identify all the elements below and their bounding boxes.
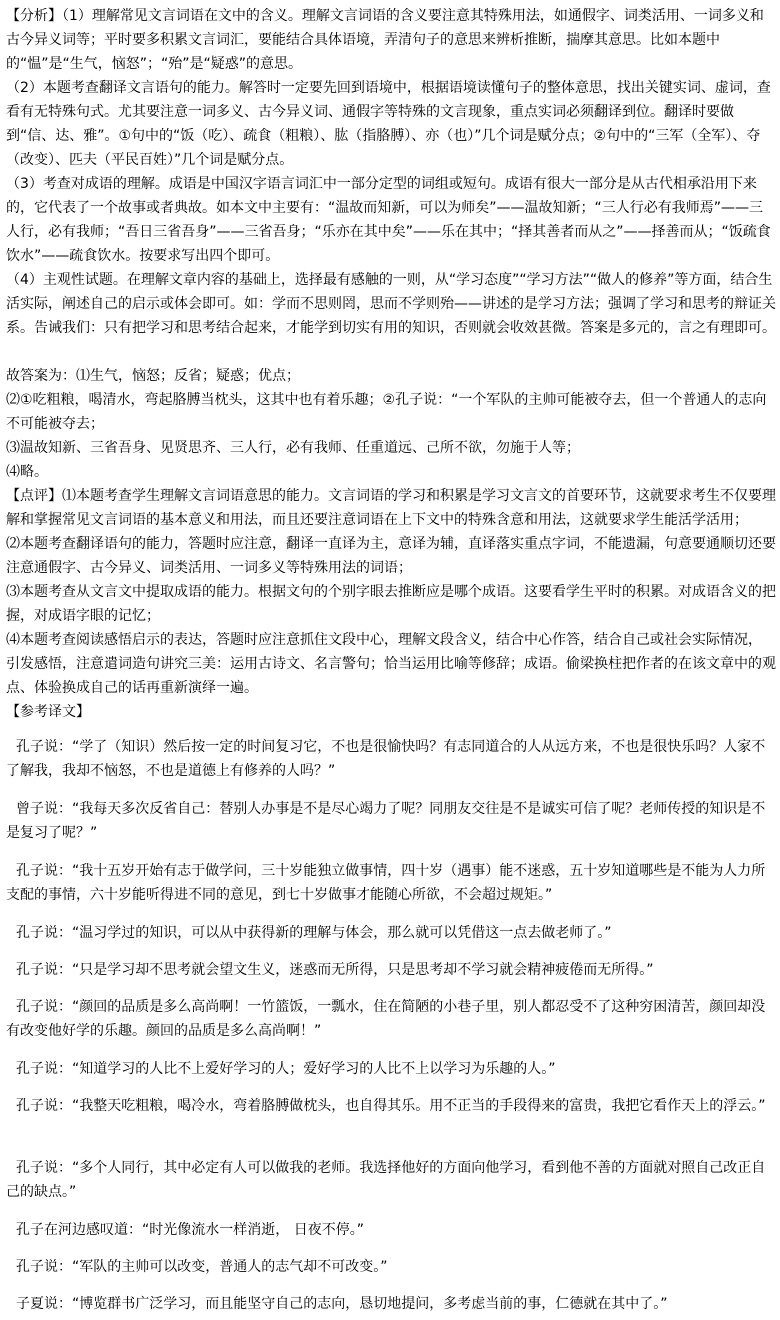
answer-line-2: ⑵①吃粗粮，喝清水，弯起胳膊当枕头，这其中也有着乐趣；②孔子说：“一个军队的主帅可能被夺去，但一个普通人的志向不可能被夺去； <box>6 392 767 432</box>
translation-paragraph: 孔子说：“军队的主帅可以改变，普通人的志气却不可改变。” <box>16 1259 388 1275</box>
answer-line-1: 故答案为：⑴生气，恼怒；反省；疑惑；优点； <box>6 368 300 384</box>
translation-paragraph: 孔子说：“颜回的品质是多么高尚啊！一竹篮饭，一瓢水，住在简陋的小巷子里，别人都忍受不了这种穷困清苦，颜回却没有改变他好学的乐趣。颜回的品质是多么高尚啊！” <box>6 999 766 1039</box>
translation-paragraph: 孔子说：“多个人同行，其中必定有人可以做我的老师。我选择他好的方面向他学习，看到他不善的方面就对照自己改正自己的缺点。” <box>6 1160 766 1200</box>
translation-heading: 【参考译文】 <box>6 704 90 720</box>
translation-paragraph: 孔子说：“学了（知识）然后按一定的时间复习它，不也是很愉快吗？有志同道合的人从远方来，不也是很快乐吗？人家不了解我，我却不恼怒，不也是道德上有修养的人吗？” <box>6 739 766 779</box>
analysis-part-4: （4）主观性试题。在理解文章内容的基础上，选择最有感触的一则，从“学习态度”“学习方法”“做人的修养”等方面，结合生活实际，阐述自己的启示或体会即可。如：学而不思则罔，思而不学则殆——讲述的是学习方法；强调了学习和思考的辩证关系。告诫我们：只有把学习和思考结合起来，才能学到切实有用的知识，否则就会收效甚微。答案是多元的，言之有理即可。 <box>6 272 776 336</box>
analysis-part-3: （3）考查对成语的理解。成语是中国汉字语言词汇中一部分定型的词组或短句。成语有很大一部分是从古代相承沿用下来的，它代表了一个故事或者典故。如本文中主要有：“温故而知新，可以为师矣”——温故知新；“三人行必有我师焉”——三人行，必有我师；“吾日三省吾身”——三省吾身；“乐亦在其中矣”——乐在其中；“择其善者而从之”——择善而从；“饭疏食饮水”——疏食饮水。按要求写出四个即可。 <box>6 176 771 264</box>
comment-part-1: 【点评】⑴本题考查学生理解文言词语意思的能力。文言词语的学习和积累是学习文言文的首要环节，这就要求考生不仅要理解和掌握常见文言词语的基本意义和用法，而且还要注意词语在上下文中的特殊含意和用法，这就要求学生能活学活用； <box>6 488 776 528</box>
translation-paragraph: 孔子说：“我十五岁开始有志于做学问，三十岁能独立做事情，四十岁（遇事）能不迷惑，五十岁知道哪些是不能为人力所支配的事情，六十岁能听得进不同的意见，到七十岁做事才能随心所欲，不会超过规矩。” <box>6 863 766 903</box>
translation-paragraph: 子夏说：“博览群书广泛学习，而且能坚守自己的志向，恳切地提问，多考虑当前的事，仁德就在其中了。” <box>16 1296 668 1312</box>
answer-line-3: ⑶温故知新、三省吾身、见贤思齐、三人行，必有我师、任重道远、己所不欲，勿施于人等； <box>6 440 580 456</box>
analysis-part-2: （2）本题考查翻译文言语句的能力。解答时一定要先回到语境中，根据语境读懂句子的整体意思，找出关键实词、虚词，查看有无特殊句式。尤其要注意一词多义、古今异义词、通假字等特殊的文言现象，重点实词必须翻译到位。翻译时要做到“信、达、雅”。①句中的“饭（吃）、疏食（粗粮）、肱（指胳膊）、亦（也）”几个词是赋分点；②句中的“三军（全军）、夺（改变）、匹夫（平民百姓）”几个词是赋分点。 <box>6 80 771 168</box>
translation-paragraph: 孔子说：“我整天吃粗粮，喝冷水，弯着胳膊做枕头，也自得其乐。用不正当的手段得来的富贵，我把它看作天上的浮云。” <box>16 1098 766 1114</box>
answer-line-4: ⑷略。 <box>6 464 48 480</box>
comment-part-3: ⑶本题考查从文言文中提取成语的能力。根据文句的个别字眼去推断应是哪个成语。这要看学生平时的积累。对成语含义的把握，对成语字眼的记忆； <box>6 584 776 624</box>
comment-part-4: ⑷本题考查阅读感悟启示的表达，答题时应注意抓住文段中心，理解文段含义，结合中心作答，结合自己或社会实际情况， 引发感悟，注意遣词造句讲究三美：运用古诗文、名言警句；恰当运用比喻等修辞；成语。偷梁换柱把作者的在该文章中的观点、体验换成自己的话再重新演绎一遍。 <box>6 632 776 696</box>
translation-paragraph: 曾子说：“我每天多次反省自己：替别人办事是不是尽心竭力了呢？同朋友交往是不是诚实可信了呢？老师传授的知识是不是复习了呢？” <box>6 801 766 841</box>
translation-paragraph: 孔子说：“知道学习的人比不上爱好学习的人；爱好学习的人比不上以学习为乐趣的人。” <box>16 1061 556 1077</box>
translation-paragraph: 孔子在河边感叹道：“时光像流水一样消逝， 日夜不停。” <box>16 1222 364 1238</box>
analysis-part-1: 【分析】（1）理解常见文言词语在文中的含义。理解文言词语的含义要注意其特殊用法，如通假字、词类活用、一词多义和古今异义词等；平时要多积累文言词汇，要能结合具体语境，弄清句子的意思来辨析推断，揣摩其意思。比如本题中的“愠”是“生气，恼怒”；“殆”是“疑惑”的意思。 <box>6 8 764 72</box>
translation-paragraph: 孔子说：“只是学习却不思考就会望文生义，迷惑而无所得，只是思考却不学习就会精神疲倦而无所得。” <box>16 962 654 978</box>
translation-paragraph: 孔子说：“温习学过的知识，可以从中获得新的理解与体会，那么就可以凭借这一点去做老师了。” <box>16 925 612 941</box>
comment-part-2: ⑵本题考查翻译语句的能力，答题时应注意，翻译一直译为主，意译为辅，直译落实重点字词，不能遗漏，句意要通顺切还要注意通假字、古今异义、词类活用、一词多义等特殊用法的词语； <box>6 536 776 576</box>
